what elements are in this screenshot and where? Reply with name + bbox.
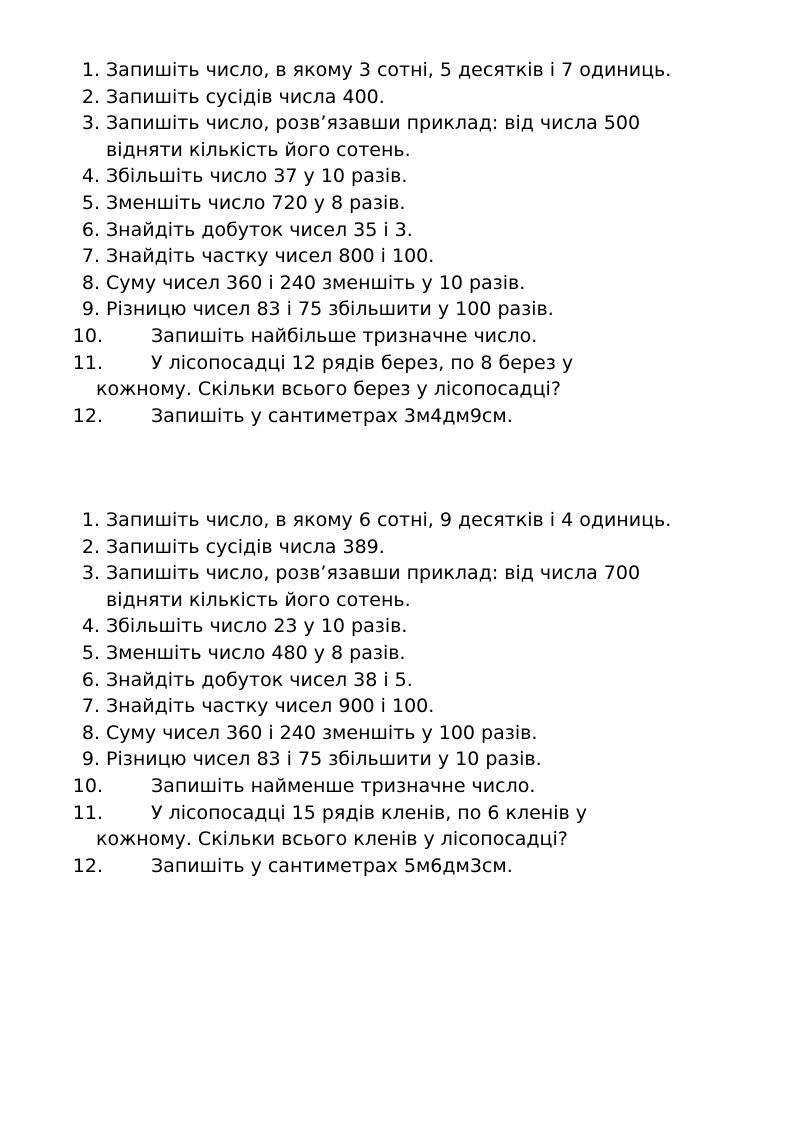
item-number: 5. — [81, 641, 100, 664]
list-item — [0, 640, 794, 667]
item-number: 11. — [72, 351, 103, 374]
list-item — [0, 270, 794, 297]
list-item — [0, 110, 794, 163]
item-number: 1. — [81, 59, 100, 81]
item-number: 2. — [81, 85, 100, 108]
item-text-continued: кожному. Скільки всього кленів у лісопосадці? — [96, 828, 568, 851]
list-item — [0, 507, 794, 534]
task-list-variant-2 — [0, 507, 794, 879]
item-text: Запишіть число, в якому 3 сотні, 5 десятків і 7 одиниць. — [106, 59, 672, 81]
item-text: Збільшіть число 37 у 10 разів. — [106, 165, 408, 188]
item-number: 12. — [72, 854, 103, 877]
item-text: Суму чисел 360 і 240 зменшіть у 10 разів. — [106, 271, 526, 294]
item-text-continued: кожному. Скільки всього берез у лісопосадці? — [96, 378, 561, 401]
list-item — [0, 296, 794, 323]
list-item — [0, 800, 794, 853]
item-text: Зменшіть число 480 у 8 разів. — [106, 641, 406, 664]
list-item — [0, 323, 794, 350]
item-text: Суму чисел 360 і 240 зменшіть у 100 разів. — [106, 721, 538, 744]
list-item — [0, 84, 794, 111]
item-text: Знайдіть частку чисел 900 і 100. — [106, 695, 435, 718]
item-number: 10. — [72, 774, 103, 797]
item-text: Знайдіть добуток чисел 38 і 5. — [106, 668, 413, 691]
item-number: 7. — [81, 245, 100, 268]
list-item — [0, 720, 794, 747]
item-number: 8. — [81, 271, 100, 294]
item-text: Запишіть найменше тризначне число. — [151, 774, 536, 797]
item-number: 2. — [81, 535, 100, 558]
item-text: Знайдіть частку чисел 800 і 100. — [106, 245, 435, 268]
task-list-variant-1 — [0, 57, 794, 429]
item-text: Запишіть число, розв’язавши приклад: від числа 500 відняти кількість його сотень. — [106, 112, 641, 161]
item-number: 12. — [72, 404, 103, 427]
item-number: 4. — [81, 615, 100, 638]
item-number: 8. — [81, 721, 100, 744]
item-number: 3. — [81, 562, 100, 585]
list-item — [0, 243, 794, 270]
item-number: 4. — [81, 165, 100, 188]
item-number: 5. — [81, 191, 100, 214]
list-item — [0, 217, 794, 244]
item-number: 6. — [81, 668, 100, 691]
list-item — [0, 667, 794, 694]
list-item — [0, 350, 794, 403]
item-number: 7. — [81, 695, 100, 718]
item-number: 1. — [81, 509, 100, 531]
list-item — [0, 746, 794, 773]
list-item — [0, 403, 794, 430]
item-text: Запишіть у сантиметрах 5м6дм3см. — [151, 854, 513, 877]
item-number: 11. — [72, 801, 103, 824]
item-text: Запишіть сусідів числа 400. — [106, 85, 385, 108]
item-number: 3. — [81, 112, 100, 135]
item-text: Зменшіть число 720 у 8 разів. — [106, 191, 406, 214]
item-text: Запишіть число, в якому 6 сотні, 9 десятків і 4 одиниць. — [106, 509, 672, 531]
item-number: 9. — [81, 298, 100, 321]
item-number: 6. — [81, 218, 100, 241]
list-item — [0, 163, 794, 190]
item-text: Різницю чисел 83 і 75 збільшити у 100 разів. — [106, 298, 554, 321]
list-item — [0, 534, 794, 561]
item-text: У лісопосадці 15 рядів кленів, по 6 кленів у — [151, 801, 587, 824]
item-number: 9. — [81, 748, 100, 771]
item-text: Запишіть сусідів числа 389. — [106, 535, 385, 558]
list-item — [0, 773, 794, 800]
list-item — [0, 57, 794, 84]
list-item — [0, 613, 794, 640]
list-item — [0, 190, 794, 217]
item-text: Знайдіть добуток чисел 35 і 3. — [106, 218, 413, 241]
item-text: Збільшіть число 23 у 10 разів. — [106, 615, 408, 638]
item-text: Запишіть число, розв’язавши приклад: від числа 700 відняти кількість його сотень. — [106, 562, 641, 611]
item-text: Запишіть у сантиметрах 3м4дм9см. — [151, 404, 513, 427]
list-item — [0, 693, 794, 720]
item-text: Різницю чисел 83 і 75 збільшити у 10 разів. — [106, 748, 542, 771]
list-item — [0, 853, 794, 880]
list-item — [0, 560, 794, 613]
item-text: У лісопосадці 12 рядів берез, по 8 берез у — [151, 351, 574, 374]
item-number: 10. — [72, 324, 103, 347]
item-text: Запишіть найбільше тризначне число. — [151, 324, 538, 347]
